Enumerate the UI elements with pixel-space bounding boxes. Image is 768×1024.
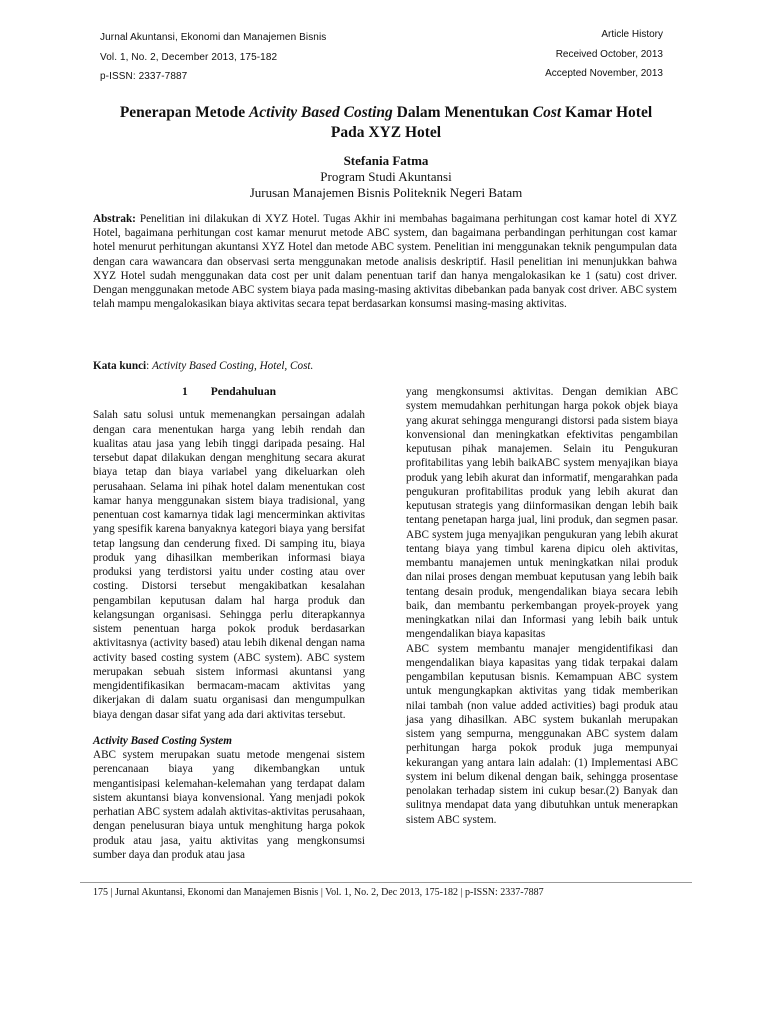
left-column [93,385,365,862]
author-block [80,153,692,201]
title-text-3: Kamar Hotel [561,104,653,121]
keywords: Kata kunci: Activity Based Costing, Hotel, Cost. [93,360,314,372]
continuation-paragraph: yang mengkonsumsi aktivitas. Dengan demikian ABC system memudahkan perhitungan harga pokok objek biaya yang akurat sehingga mengurangi distorsi pada sistem biaya konvensional dan meningkatkan efektivitas pengambilan keputusan pihak manajemen. Selain itu Pengukuran profitabilitas yang lebih baikABC system menyajikan biaya produk yang lebih akurat dan informatif, mengarahkan pada pengukuran profitabilitas produk yang lebih akurat dan keputusan strategis yang diinformasikan dengan lebih baik tentang penetapan harga jual, lini produk, dan segmen pasar. ABC system juga menyajikan pengukuran yang lebih akurat tentang biaya yang timbul karena dipicu oleh aktivitas, membantu manajemen untuk meningkatkan nilai produk dan nilai proses dengan membuat keputusan yang lebih baik tentang desain produk, mengendalikan biaya secara lebih baik, dan membantu perkembangan proyek-proyek yang meningkatkan nilai dan Informasi yang lebih baik untuk mengendalikan biaya kapasitas [406,386,678,641]
journal-issn: p-ISSN: 2337-7887 [100,71,188,82]
journal-header [0,0,768,95]
title-text-1: Penerapan Metode [119,104,249,121]
journal-name: Jurnal Akuntansi, Ekonomi dan Manajemen Bisnis [100,32,327,43]
author-program: Program Studi Akuntansi [320,169,452,184]
journal-volume: Vol. 1, No. 2, December 2013, 175-182 [100,52,278,63]
article-history-label: Article History [601,29,663,40]
title-text-2: Dalam Menentukan [392,104,533,121]
abstract [93,212,677,311]
keywords-label: Kata kunci [93,360,147,372]
author-department: Jurusan Manajemen Bisnis Politeknik Negeri Batam [249,185,523,200]
title-italic-2: Cost [532,104,562,121]
title-line-2: Pada XYZ Hotel [330,124,442,141]
paper-title [80,103,692,143]
section-number: 1 [182,386,188,398]
page-footer: 175 | Jurnal Akuntansi, Ekonomi dan Manajemen Bisnis | Vol. 1, No. 2, Dec 2013, 175-182 | p-ISSN: 2337-7887 [93,887,544,898]
right-column [406,385,678,827]
capacity-paragraph: ABC system membantu manajer mengidentifikasi dan mengendalikan biaya kapasitas yang tidak terpakai dalam pengambilan keputusan bisnis. Kemampuan ABC system untuk mengungkapkan aktivitas yang tidak memberikan nilai tambah (non value added activities) bagi produk atau jasa yang dihasilkan. ABC system bukanlah merupakan sistem yang sempurna, menggunakan ABC system dalam perhitungan harga pokok produk juga mempunyai kekurangan yang antara lain adalah: (1) Implementasi ABC system ini belum dikenal dengan baik, sehingga prosentase penolakan terhadap sistem ini cukup besar.(2) Banyak dan sulitnya mendapat data yang dibutuhkan untuk menerapkan sistem ABC system. [406,642,678,826]
section-heading [93,385,365,399]
title-italic-1: Activity Based Costing [248,104,393,121]
abc-paragraph: ABC system merupakan suatu metode mengenai sistem perencanaan biaya yang dikembangkan untuk mengantisipasi kelemahan-kelemahan yang terdapat dalam sistem akuntansi biaya konvensional. Yang menjadi pokok perhatian ABC system adalah aktivitas-aktivitas perusahaan, dengan penelusuran biaya untuk menghitung harga pokok produk atau jasa, yaitu aktivitas yang mengkonsumsi sumber daya dan produk atau jasa [93,749,365,861]
subsection-heading: Activity Based Costing System [93,734,232,747]
abstract-label: Abstrak: [93,213,136,225]
footer-divider [80,882,692,883]
abstract-text: Penelitian ini dilakukan di XYZ Hotel. Tugas Akhir ini membahas bagaimana perhitungan cost kamar hotel di XYZ Hotel, bagaimana perhitungan cost kamar menurut metode ABC system, dan bagaimana perbandingan perhitungan cost kamar hotel menurut perhitungan akuntansi XYZ Hotel dan metode ABC system. Penelitian ini menggunakan teknik pengumpulan data dengan cara wawancara dan observasi serta menggunakan metode analisis deskriptif. Hasil penelitian ini menunjukkan bahwa XYZ Hotel sudah menggunakan data cost per unit dalam penentuan tarif dan hanya mengalokasikan ke 1 (satu) cost driver. Dengan menggunakan metode ABC system biaya pada masing-masing aktivitas dibebankan pada banyak cost driver. ABC system telah mampu mengalokasikan biaya aktivitas secara tepat berdasarkan konsumsi masing-masing aktivitas. [93,213,678,311]
accepted-date: Accepted November, 2013 [545,68,663,79]
section-title: Pendahuluan [210,386,276,398]
intro-paragraph: Salah satu solusi untuk memenangkan persaingan adalah dengan cara menentukan harga yang lebih rendah dan kualitas atau jasa yang lebih tinggi daripada pesaing. Hal tersebut dapat dilakukan dengan menghitung secara akurat biaya tetap dan biaya variabel yang dikeluarkan oleh perusahaan. Selama ini pihak hotel dalam menentukan cost kamar hanya menggunakan sistem biaya tradisional, yang penentuan cost kamarnya tidak lagi mencerminkan aktivitas yang spesifik karena banyaknya kategori biaya yang bersifat tetap langsung dan cenderung fixed. Di samping itu, biaya produk yang dihasilkan memberikan informasi biaya produksi yang terdistorsi yaitu under costing atau over costing. Distorsi tersebut mengakibatkan kesalahan pengambilan keputusan dalam hal harga produk dan kelangsungan organisasi. Sehingga perlu diterapkannya sistem penentuan harga pokok produk berdasarkan aktivitasnya (activity based) atau lebih dikenal dengan nama activity based costing system (ABC system). ABC system merupakan sebuah sistem informasi akuntansi yang mengidentifikasikan bermacam-macam aktivitas yang dikerjakan di dalam suatu organisasi dan mengumpulkan biaya dengan dasar sifat yang ada dari aktivitas tersebut. [93,409,365,721]
received-date: Received October, 2013 [555,49,663,60]
keywords-text: Activity Based Costing, Hotel, Cost. [152,360,314,372]
author-name: Stefania Fatma [343,153,429,168]
